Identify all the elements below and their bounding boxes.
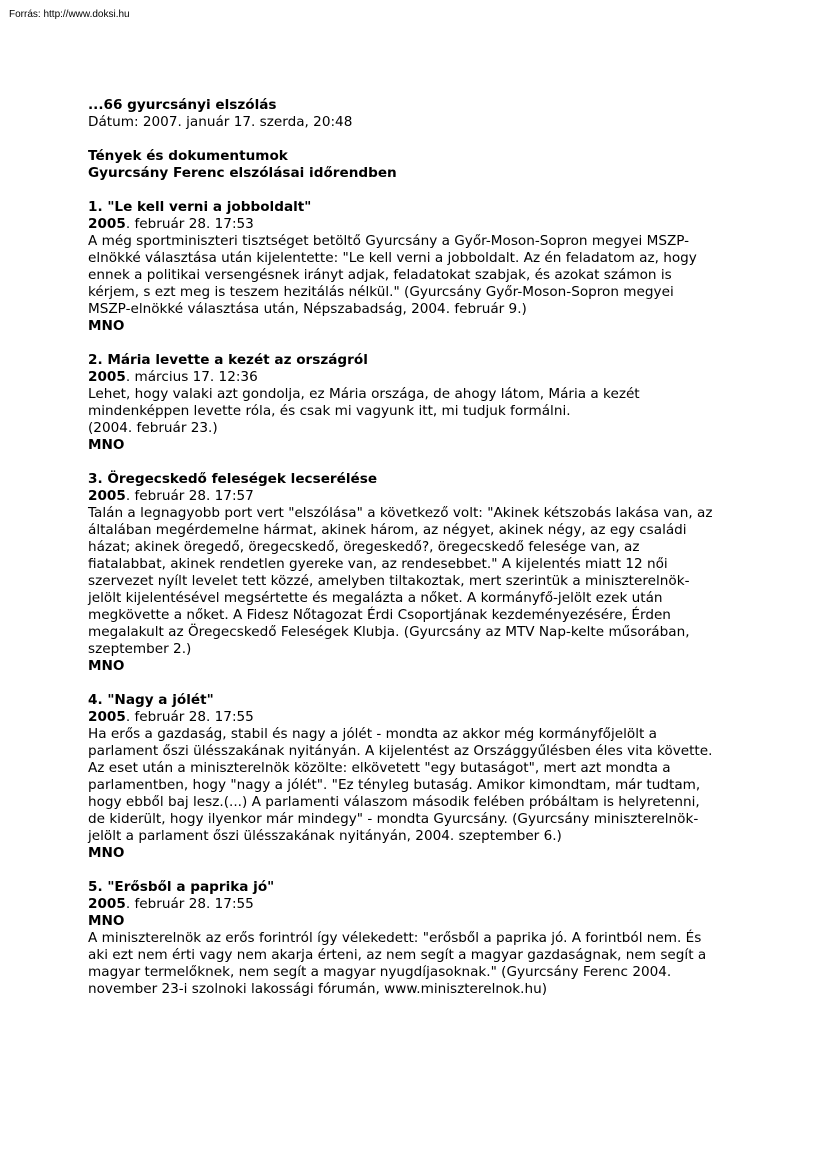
item-line: Ha erős a gazdaság, stabil és nagy a jólét - mondta az akkor még kormányfőjelölt a — [88, 726, 657, 742]
item — [88, 879, 748, 998]
source-url: Forrás: http://www.doksi.hu — [9, 9, 130, 20]
item-title: 3. Öregecskedő feleségek lecserélése — [88, 471, 378, 487]
item-date — [88, 896, 748, 913]
item-title: 4. "Nagy a jólét" — [88, 692, 214, 708]
item-title: 5. "Erősből a paprika jó" — [88, 879, 275, 895]
item-title: 1. "Le kell verni a jobboldalt" — [88, 199, 312, 215]
item-line: szeptember 2.) — [88, 641, 192, 657]
item-source: MNO — [88, 318, 125, 334]
item-line: jelölt kijelentésével megsértette és megalázta a nőket. A kormányfő-jelölt ezek után — [88, 590, 663, 606]
item-line: Lehet, hogy valaki azt gondolja, ez Mária országa, de ahogy látom, Mária a kezét — [88, 386, 640, 402]
item-year: 2005 — [88, 369, 126, 385]
item-source: MNO — [88, 845, 125, 861]
item-title: 2. Mária levette a kezét az országról — [88, 352, 368, 368]
article-date: Dátum: 2007. január 17. szerda, 20:48 — [88, 114, 353, 130]
item-line: A még sportminiszteri tisztséget betöltő Gyurcsány a Győr-Moson-Sopron megyei MSZP- — [88, 233, 690, 249]
item-line: hogy ebből baj lesz.(...) A parlamenti válaszom második felében próbáltam is helyretenni, — [88, 794, 700, 810]
article-header — [88, 97, 748, 131]
section-header — [88, 148, 748, 182]
item-date-rest: . február 28. 17:53 — [125, 216, 254, 232]
section-heading: Tények és dokumentumok — [88, 148, 288, 164]
item-date-rest: . február 28. 17:57 — [125, 488, 254, 504]
item-line: ennek a politikai versengésnek irányt adjak, feladatokat szabjak, és azokat számon is — [88, 267, 672, 283]
item-line: november 23-i szolnoki lakossági fórumán, www.miniszterelnok.hu) — [88, 981, 548, 997]
item-date — [88, 216, 748, 233]
item-source: MNO — [88, 913, 125, 929]
item-line: általában megérdemelne hármat, akinek három, az négyet, akinek négy, az egy családi — [88, 522, 687, 538]
item-line: Az eset után a miniszterelnök közölte: elkövetett "egy butaságot", mert azt mondta a — [88, 760, 671, 776]
item-line: megkövette a nőket. A Fidesz Nőtagozat Érdi Csoportjának kezdeményezésére, Érden — [88, 607, 671, 623]
item-line: fiatalabbat, akinek rendetlen gyereke van, az rendesebbet." A kijelentés miatt 12 női — [88, 556, 668, 572]
item — [88, 471, 748, 675]
item-line: elnökké választása után kijelentette: "Le kell verni a jobboldalt. Az én feladatom az, hogy — [88, 250, 697, 266]
item-line: Talán a legnagyobb port vert "elszólása" a következő volt: "Akinek kétszobás lakása van, az — [88, 505, 713, 521]
item-line: (2004. február 23.) — [88, 420, 218, 436]
item-line: aki ezt nem érti vagy nem akarja érteni, az nem segít a magyar gazdaságnak, nem segít a — [88, 947, 707, 963]
item-line: megalakult az Öregecskedő Feleségek Klubja. (Gyurcsány az MTV Nap-kelte műsorában, — [88, 624, 690, 640]
item-date — [88, 488, 748, 505]
item-line: jelölt a parlament őszi ülésszakának nyitányán, 2004. szeptember 6.) — [88, 828, 562, 844]
item — [88, 692, 748, 862]
item-date-rest: . február 28. 17:55 — [125, 896, 254, 912]
section-subheading: Gyurcsány Ferenc elszólásai időrendben — [88, 165, 397, 181]
item-date — [88, 369, 748, 386]
item-year: 2005 — [88, 216, 126, 232]
item-line: kérjem, s ezt meg is teszem hezitálás nélkül." (Gyurcsány Győr-Moson-Sopron megyei — [88, 284, 674, 300]
item-date-rest: . február 28. 17:55 — [125, 709, 254, 725]
item-line: de kiderült, hogy ilyenkor már mindegy" - mondta Gyurcsány. (Gyurcsány miniszterelnök- — [88, 811, 699, 827]
item-line: mindenképpen levette róla, és csak mi vagyunk itt, mi tudjuk formálni. — [88, 403, 571, 419]
item-year: 2005 — [88, 488, 126, 504]
item — [88, 352, 748, 454]
item-line: házat; akinek öregedő, öregecskedő, öregeskedő?, öregecskedő felesége van, az — [88, 539, 640, 555]
item-line: MSZP-elnökké választása után, Népszabadság, 2004. február 9.) — [88, 301, 527, 317]
item — [88, 199, 748, 335]
item-date-rest: . március 17. 12:36 — [125, 369, 258, 385]
item-line: parlamentben, hogy "nagy a jólét". "Ez tényleg butaság. Amikor kimondtam, már tudtam, — [88, 777, 701, 793]
item-source: MNO — [88, 437, 125, 453]
item-year: 2005 — [88, 709, 126, 725]
item-year: 2005 — [88, 896, 126, 912]
item-date — [88, 709, 748, 726]
item-source: MNO — [88, 658, 125, 674]
article-title: ...66 gyurcsányi elszólás — [88, 97, 277, 113]
item-line: szervezet nyílt levelet tett közzé, amelyben tiltakoztak, mert szerintük a miniszterelnök- — [88, 573, 690, 589]
item-line: magyar termelőknek, nem segít a magyar nyugdíjasoknak." (Gyurcsány Ferenc 2004. — [88, 964, 672, 980]
item-line: parlament őszi ülésszakának nyitányán. A kijelentést az Országgyűlésben éles vita követte. — [88, 743, 713, 759]
article — [88, 97, 748, 1015]
item-line: A miniszterelnök az erős forintról így vélekedett: "erősből a paprika jó. A forintból nem. És — [88, 930, 702, 946]
